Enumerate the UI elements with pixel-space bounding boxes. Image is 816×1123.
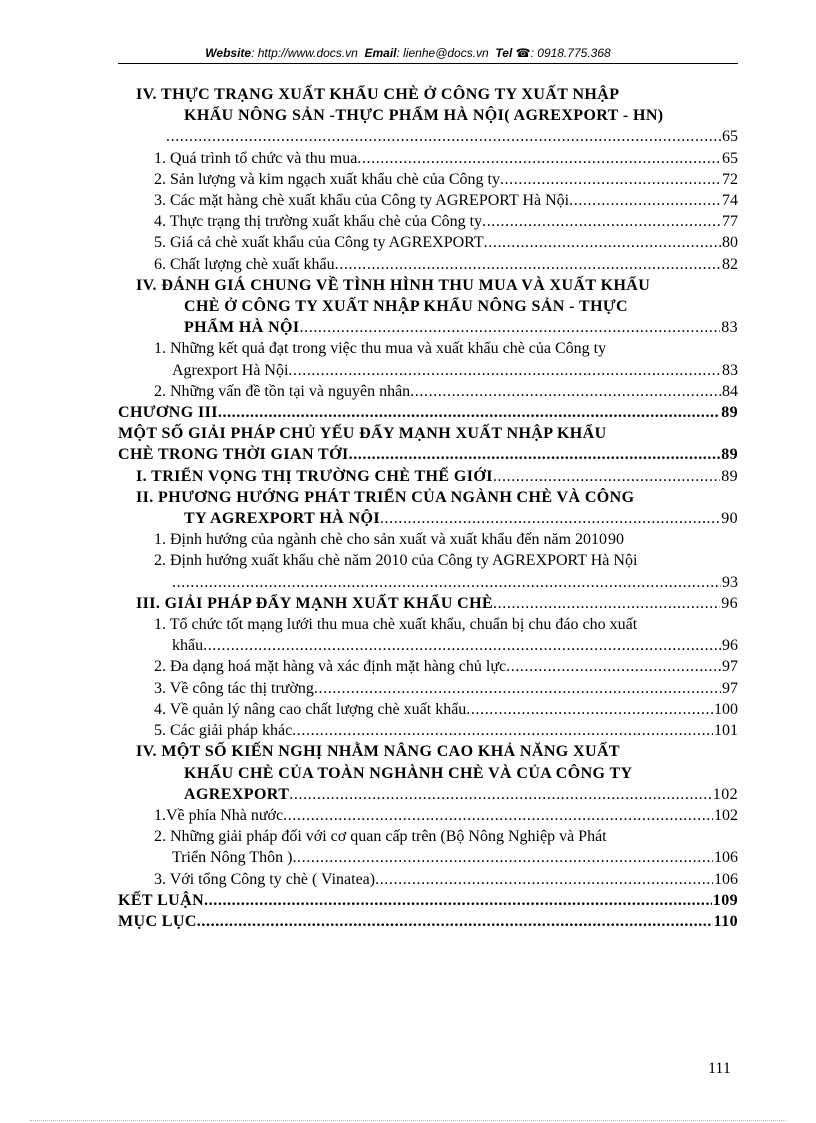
toc-leader	[292, 847, 713, 868]
toc-page: 110	[713, 912, 738, 930]
toc-item[interactable]	[118, 169, 738, 190]
page-number: 111	[708, 1060, 731, 1077]
toc-item[interactable]	[118, 656, 738, 677]
toc-leader	[172, 572, 721, 593]
toc-leader	[493, 593, 720, 614]
table-of-contents	[118, 84, 738, 932]
page-bottom-divider	[30, 1120, 786, 1121]
toc-item-text: 1.Về phía Nhà nước	[154, 806, 284, 824]
toc-line: IV. THỰC TRẠNG XUẤT KHẨU CHÈ Ở CÔNG TY XUẤT NHẬP	[136, 86, 620, 103]
toc-line	[136, 508, 738, 529]
toc-section-i[interactable]	[118, 466, 738, 487]
toc-ket-luan[interactable]	[118, 890, 738, 911]
toc-item-text: I. TRIỂN VỌNG THỊ TRƯỜNG CHÈ THẾ GIỚI	[136, 467, 493, 485]
toc-item-text: 1. Định hướng của ngành chè cho sản xuất và xuất khẩu đến năm 2010	[154, 531, 608, 549]
toc-leader	[466, 699, 713, 720]
toc-page: 65	[722, 128, 738, 146]
toc-item-text: 2. Đa dạng hoá mặt hàng và xác định mặt hàng chủ lực	[154, 658, 507, 676]
toc-line: KHẨU CHÈ CỦA TOÀN NGHÀNH CHÈ VÀ CỦA CÔNG TY	[184, 764, 633, 782]
toc-item-text: 6. Chất lượng chè xuất khẩu	[154, 255, 335, 273]
toc-item[interactable]	[118, 148, 738, 169]
toc-item[interactable]	[118, 338, 738, 380]
toc-line	[118, 444, 738, 465]
toc-page: 106	[714, 849, 738, 867]
phone-icon: ☎	[515, 46, 531, 60]
header-rule	[118, 63, 738, 64]
toc-leader	[484, 232, 721, 253]
toc-page: 89	[721, 404, 738, 422]
toc-line	[136, 317, 738, 338]
toc-leader	[335, 254, 721, 275]
toc-item-text: MỤC LỤC	[118, 912, 197, 930]
toc-page: 84	[722, 382, 738, 400]
toc-line	[136, 784, 738, 805]
toc-item[interactable]	[118, 550, 738, 592]
toc-line: IV. ĐÁNH GIÁ CHUNG VỀ TÌNH HÌNH THU MUA VÀ XUẤT KHẨU	[136, 276, 651, 294]
toc-leader	[506, 656, 721, 677]
toc-page: 83	[721, 319, 738, 337]
toc-page: 77	[722, 213, 738, 231]
toc-leader	[380, 508, 720, 529]
toc-leader	[500, 169, 721, 190]
website-label: Website	[205, 46, 252, 60]
toc-line-text: Triển Nông Thôn )	[172, 849, 293, 867]
toc-line	[154, 635, 738, 656]
toc-line: 2. Những giải pháp đối với cơ quan cấp trên (Bộ Nông Nghiệp và Phát	[154, 828, 607, 846]
toc-page: 83	[722, 361, 738, 379]
toc-item-text: KẾT LUẬN	[118, 891, 205, 909]
toc-leader	[410, 381, 721, 402]
toc-line-text: CHÈ TRONG THỜI GIAN TỚI	[118, 446, 349, 464]
toc-item-text: 1. Quá trình tổ chức và thu mua	[154, 149, 358, 167]
toc-item[interactable]	[118, 381, 738, 402]
tel-label: Tel	[495, 46, 513, 60]
toc-line-text: PHẨM HÀ NỘI	[184, 319, 300, 337]
toc-item-text: 5. Giá cả chè xuất khẩu của Công ty AGREXPORT	[154, 234, 484, 252]
toc-page: 102	[714, 806, 738, 824]
toc-item[interactable]	[118, 720, 738, 741]
toc-item[interactable]	[118, 678, 738, 699]
toc-leader	[288, 360, 721, 381]
toc-item-text: 4. Thực trạng thị trường xuất khẩu chè của Công ty	[154, 213, 483, 231]
toc-line: IV. MỘT SỐ KIẾN NGHỊ NHẰM NÂNG CAO KHẢ NĂNG XUẤT	[136, 743, 620, 761]
toc-item-text: 3. Về công tác thị trường	[154, 679, 314, 697]
tel-value: : 0918.775.368	[530, 46, 611, 60]
toc-leader	[289, 784, 712, 805]
toc-section-iv-danh-gia[interactable]	[118, 275, 738, 339]
toc-page: 93	[722, 573, 738, 591]
toc-item[interactable]	[118, 614, 738, 656]
toc-line	[154, 847, 738, 868]
toc-page: 72	[722, 170, 738, 188]
toc-leader	[197, 911, 713, 932]
website-value[interactable]: : http://www.docs.vn	[251, 46, 358, 60]
toc-leader	[493, 466, 720, 487]
toc-page: 82	[722, 255, 738, 273]
toc-item-text: 2. Những vấn đề tồn tại và nguyên nhân	[154, 382, 411, 400]
toc-leader	[300, 317, 721, 338]
toc-item-text: 3. Các mặt hàng chè xuất khẩu của Công ty AGREPORT Hà Nội	[154, 192, 570, 210]
toc-line: 2. Định hướng xuất khẩu chè năm 2010 của Công ty AGREXPORT Hà Nội	[154, 552, 638, 570]
toc-section-iii[interactable]	[118, 593, 738, 614]
toc-page: 109	[712, 891, 738, 909]
toc-item[interactable]	[118, 211, 738, 232]
toc-leader	[283, 805, 713, 826]
toc-item-text: 2. Sản lượng và kim ngạch xuất khẩu chè của Công ty	[154, 170, 500, 188]
toc-leader-line	[118, 126, 738, 147]
toc-leader	[166, 126, 721, 147]
toc-page: 74	[722, 192, 738, 210]
toc-leader	[569, 190, 721, 211]
toc-page: 100	[714, 700, 738, 718]
toc-item[interactable]	[118, 254, 738, 275]
toc-page: 106	[714, 870, 738, 888]
toc-item[interactable]	[118, 826, 738, 868]
toc-line: KHẨU NÔNG SẢN -THỰC PHẨM HÀ NỘI( AGREXPORT - HN)	[184, 107, 664, 125]
toc-item[interactable]	[118, 232, 738, 253]
toc-line-text: khẩu	[172, 637, 204, 655]
toc-page: 101	[714, 722, 738, 740]
page-header	[0, 46, 816, 60]
toc-line-text: Agrexport Hà Nội	[172, 361, 289, 379]
toc-page: 102	[712, 785, 738, 803]
toc-line	[154, 572, 738, 593]
toc-page: 96	[721, 594, 738, 612]
toc-page: 90	[608, 531, 625, 549]
toc-leader	[314, 678, 721, 699]
toc-line-text: AGREXPORT	[184, 785, 290, 803]
toc-page: 89	[721, 467, 738, 485]
toc-item[interactable]	[118, 529, 738, 550]
toc-muc-luc[interactable]	[118, 911, 738, 932]
toc-line: 1. Những kết quả đạt trong việc thu mua và xuất khẩu chè của Công ty	[154, 340, 607, 358]
toc-page: 65	[722, 149, 738, 167]
toc-item-text: III. GIẢI PHÁP ĐẨY MẠNH XUẤT KHẨU CHÈ	[136, 594, 494, 612]
toc-page: 89	[721, 446, 738, 464]
email-value[interactable]: : lienhe@docs.vn	[396, 46, 489, 60]
toc-item[interactable]	[118, 190, 738, 211]
toc-leader	[203, 635, 721, 656]
toc-page: 97	[722, 679, 738, 697]
toc-line-text: TY AGREXPORT HÀ NỘI	[184, 510, 380, 528]
toc-item-text: 4. Về quản lý nâng cao chất lượng chè xuất khẩu	[154, 700, 467, 718]
toc-page: 80	[722, 234, 738, 252]
toc-item[interactable]	[118, 869, 738, 890]
toc-page: 90	[721, 510, 738, 528]
toc-item[interactable]	[118, 699, 738, 720]
toc-page: 97	[722, 658, 738, 676]
toc-line	[154, 360, 738, 381]
toc-chapter-title[interactable]	[118, 423, 738, 465]
toc-leader	[218, 402, 720, 423]
toc-leader	[349, 444, 721, 465]
toc-line: CHÈ Ở CÔNG TY XUẤT NHẬP KHẨU NÔNG SẢN - THỰC	[184, 298, 629, 316]
toc-section-iv-kien-nghi[interactable]	[118, 741, 738, 805]
toc-leader	[204, 890, 712, 911]
toc-line: II. PHƯƠNG HƯỚNG PHÁT TRIỂN CỦA NGÀNH CHÈ VÀ CÔNG	[136, 488, 635, 506]
toc-line: MỘT SỐ GIẢI PHÁP CHỦ YẾU ĐẨY MẠNH XUẤT NHẬP KHẨU	[118, 425, 607, 443]
toc-item[interactable]	[118, 805, 738, 826]
toc-section-ii[interactable]	[118, 487, 738, 529]
toc-leader	[375, 869, 713, 890]
toc-chapter-iii[interactable]	[118, 402, 738, 423]
toc-leader	[482, 211, 721, 232]
toc-item-text: 5. Các giải pháp khác	[154, 722, 293, 740]
toc-leader	[357, 148, 721, 169]
toc-leader	[292, 720, 713, 741]
toc-line: 1. Tổ chức tốt mạng lưới thu mua chè xuất khẩu, chuẩn bị chu đáo cho xuất	[154, 616, 638, 634]
toc-section-iv-thuc-trang[interactable]	[118, 84, 738, 126]
email-label: Email	[364, 46, 397, 60]
toc-item-text: CHƯƠNG III	[118, 404, 218, 422]
toc-page: 96	[722, 637, 738, 655]
toc-item-text: 3. Với tổng Công ty chè ( Vinatea)	[154, 870, 376, 888]
